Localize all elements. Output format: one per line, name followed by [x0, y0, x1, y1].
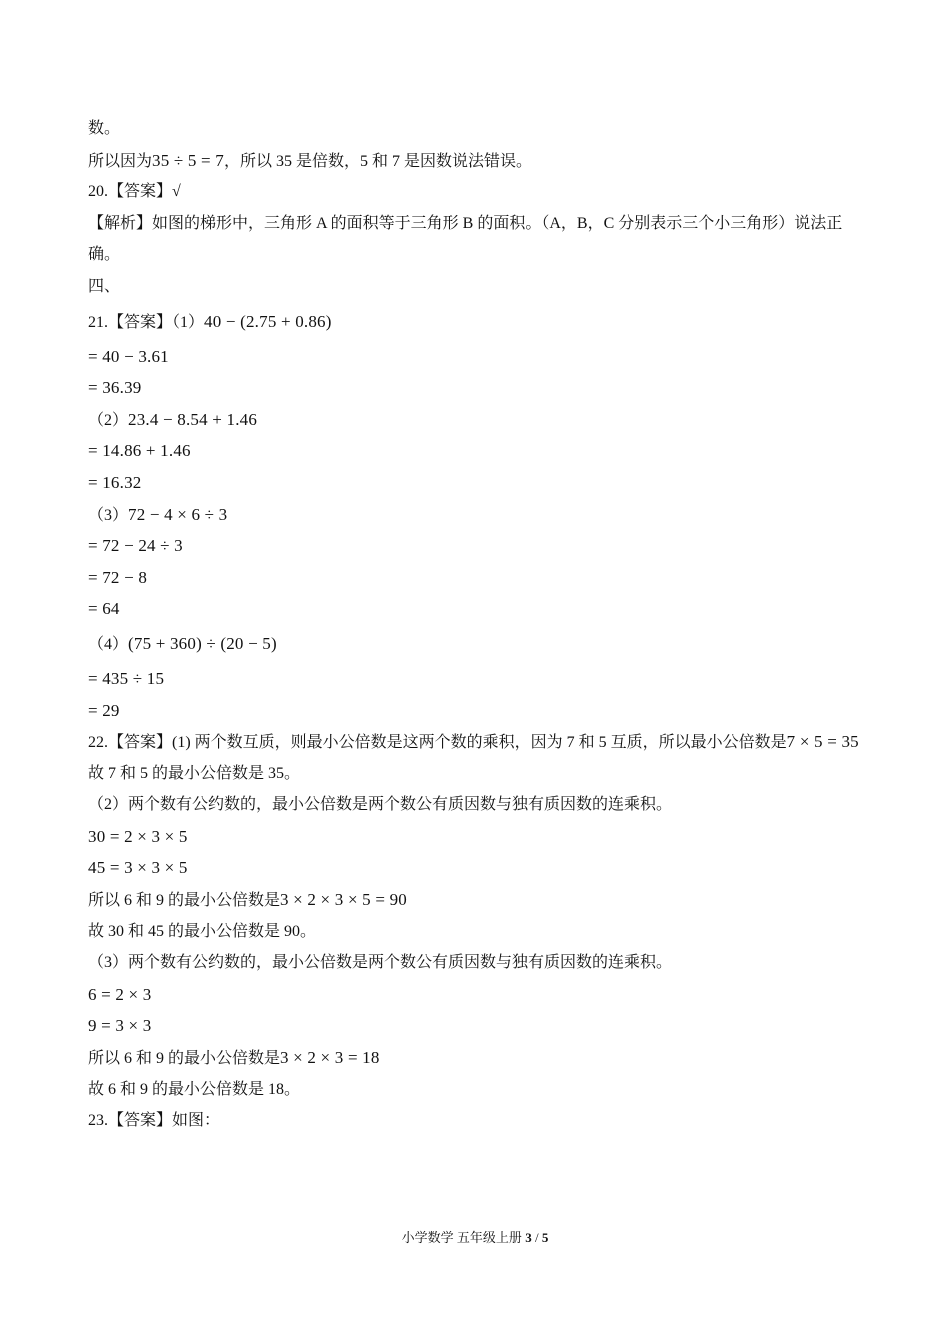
math-step [88, 1010, 868, 1042]
answer-21-part2 [88, 404, 868, 436]
math-expression: 40 − (2.75 + 0.86) [204, 311, 332, 331]
text: 故 6 和 9 的最小公倍数是 18。 [88, 1080, 301, 1098]
math-expression: 72 − 4 × 6 ÷ 3 [128, 504, 228, 524]
text: 故 7 和 5 的最小公倍数是 35。 [88, 764, 301, 782]
math-step [88, 562, 868, 594]
text-line [88, 916, 868, 948]
text: （3） [88, 506, 129, 524]
text: 所以 6 和 9 的最小公倍数是 [88, 1050, 281, 1068]
text: 22.【答案】(1) 两个数互质，则最小公倍数是这两个数的乘积，因为 7 和 5 互质，所以最小公倍数是 [88, 734, 787, 752]
page-content [88, 113, 868, 1137]
math-step [88, 467, 868, 499]
math-expression: 45 = 3 × 3 × 5 [88, 858, 188, 878]
text: 故 30 和 45 的最小公倍数是 90。 [88, 922, 317, 940]
math-step [88, 372, 868, 404]
page-footer [0, 1229, 950, 1247]
text: 23.【答案】如图： [88, 1112, 221, 1130]
text: （3）两个数有公约数的，最小公倍数是两个数公有质因数与独有质因数的连乘积。 [88, 954, 673, 972]
page-number: 3 [525, 1230, 532, 1245]
answer-22-part1 [88, 726, 868, 758]
analysis-20 [88, 208, 868, 271]
text: 数。 [88, 120, 121, 137]
math-expression: = 72 − 8 [88, 567, 148, 587]
math-expression: 35 ÷ 5 = 7 [152, 150, 224, 170]
page-separator: / [534, 1230, 539, 1245]
math-expression: = 435 ÷ 15 [88, 668, 165, 688]
math-expression: = 29 [88, 700, 120, 720]
answer-21-part3 [88, 499, 868, 531]
math-step [88, 593, 868, 625]
section-heading [88, 271, 868, 303]
math-expression: 6 = 2 × 3 [88, 984, 152, 1004]
math-expression: 9 = 3 × 3 [88, 1016, 152, 1036]
answer-22-part3 [88, 947, 868, 979]
math-expression: 30 = 2 × 3 × 5 [88, 826, 188, 846]
text: 【解析】如图的梯形中，三角形 A 的面积等于三角形 B 的面积。（A，B，C 分别表示三个小三角形）说法正确。 [88, 214, 843, 264]
text: （2）两个数有公约数的，最小公倍数是两个数公有质因数与独有质因数的连乘积。 [88, 796, 673, 814]
math-step [88, 821, 868, 853]
text-line [88, 1042, 868, 1074]
math-step [88, 435, 868, 467]
text: 所以 6 和 9 的最小公倍数是 [88, 892, 281, 910]
page-total: 5 [541, 1230, 549, 1245]
math-expression: = 72 − 24 ÷ 3 [88, 536, 183, 556]
text-line [88, 145, 868, 177]
math-expression: = 36.39 [88, 378, 142, 398]
math-expression: = 64 [88, 599, 120, 619]
text-line [88, 1074, 868, 1106]
footer-title: 小学数学 五年级上册 [401, 1230, 522, 1245]
answer-21-part4 [88, 625, 868, 663]
math-step [88, 852, 868, 884]
math-expression: = 16.32 [88, 472, 142, 492]
text: 21.【答案】（1） [88, 313, 205, 331]
text: （2） [88, 411, 129, 429]
math-expression: = 14.86 + 1.46 [88, 441, 191, 461]
math-expression: 3 × 2 × 3 = 18 [280, 1048, 380, 1068]
text: 四、 [88, 277, 121, 295]
text: 20.【答案】√ [88, 183, 181, 201]
answer-23 [88, 1105, 868, 1137]
answer-21-part1 [88, 303, 868, 341]
math-step [88, 695, 868, 727]
math-expression: (75 + 360) ÷ (20 − 5) [128, 633, 277, 653]
math-step [88, 530, 868, 562]
text-line [88, 113, 868, 145]
math-step [88, 979, 868, 1011]
math-step [88, 663, 868, 695]
text-line [88, 758, 868, 790]
math-step [88, 341, 868, 373]
math-expression: 3 × 2 × 3 × 5 = 90 [280, 890, 407, 910]
math-expression: = 40 − 3.61 [88, 346, 169, 366]
text: 所以因为 [88, 152, 153, 170]
text-line [88, 884, 868, 916]
answer-20 [88, 176, 868, 208]
text: （4） [88, 635, 129, 653]
text: ，所以 35 是倍数，5 和 7 是因数说法错误。 [223, 152, 532, 170]
math-expression: 7 × 5 = 35 [786, 732, 859, 752]
answer-22-part2 [88, 789, 868, 821]
math-expression: 23.4 − 8.54 + 1.46 [128, 409, 258, 429]
